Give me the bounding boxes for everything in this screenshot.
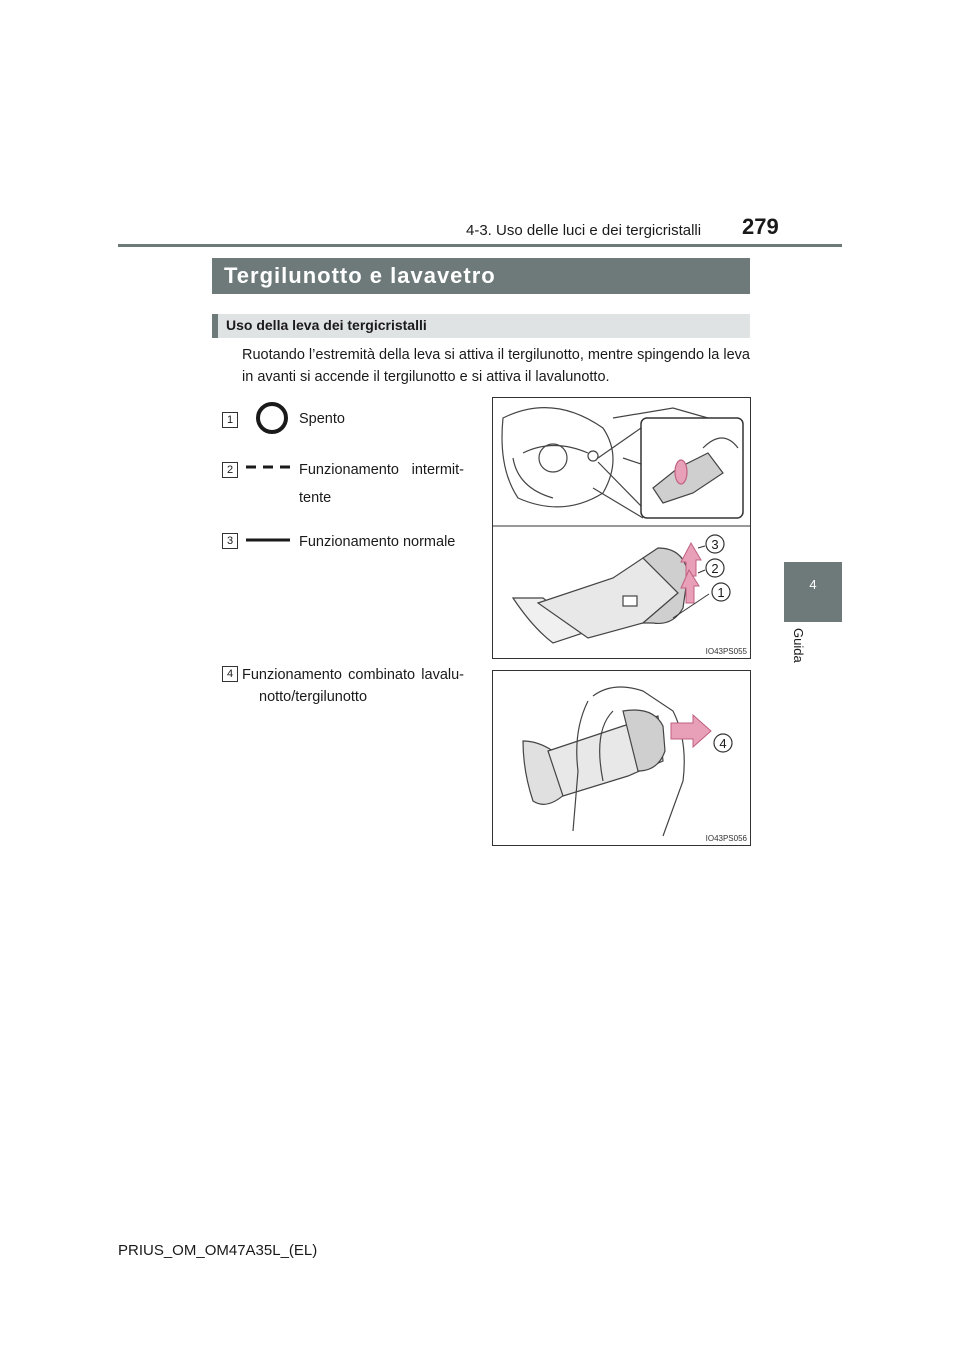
- figure-washer-lever: [492, 670, 751, 846]
- figure1-code: IO43PS055: [705, 647, 747, 656]
- subsection-title: Uso della leva dei tergicristalli: [226, 317, 427, 333]
- figure2-label-4: 4: [719, 736, 727, 751]
- item-text-4b: notto/tergilunotto: [259, 689, 368, 705]
- footer-code: PRIUS_OM_OM47A35L_(EL): [118, 1242, 318, 1259]
- item-text-4a: Funzionamento combinato lavalu-: [242, 667, 464, 683]
- chapter-label: Guida: [791, 628, 806, 663]
- section-label: 4-3. Uso delle luci e dei tergicristalli: [466, 222, 702, 239]
- figure1-label-1: 1: [717, 585, 725, 600]
- washer-lever-illustration: [493, 671, 750, 845]
- figure-wiper-lever: [492, 397, 751, 659]
- item-number-3: 3: [222, 533, 238, 549]
- page-title: Tergilunotto e lavavetro: [224, 263, 496, 288]
- item-number-1: 1: [222, 412, 238, 428]
- header-rule: [118, 244, 842, 247]
- chapter-tab: 4: [784, 562, 842, 622]
- item-number-4: 4: [222, 666, 238, 682]
- item-number-2: 2: [222, 462, 238, 478]
- figure1-label-3: 3: [711, 537, 719, 552]
- item-text-2b: tente: [299, 490, 332, 506]
- dashed-line-icon: [246, 462, 290, 472]
- solid-line-icon: [246, 536, 290, 544]
- circle-icon: [254, 400, 290, 436]
- item-text-2a: Funzionamento intermit-: [299, 462, 464, 478]
- intro-paragraph: Ruotando l’estremità della leva si attiva il tergilunotto, mentre spingendo la leva in avanti si accende il tergilunotto e si attiva il lavalunotto.: [242, 347, 750, 385]
- wiper-lever-illustration: [493, 398, 750, 658]
- subsection-accent: [212, 314, 218, 338]
- item-text-1: Spento: [299, 411, 345, 427]
- item-text-3: Funzionamento normale: [299, 534, 456, 550]
- figure2-code: IO43PS056: [705, 834, 747, 843]
- figure1-label-2: 2: [711, 561, 719, 576]
- page-number: 279: [742, 214, 779, 239]
